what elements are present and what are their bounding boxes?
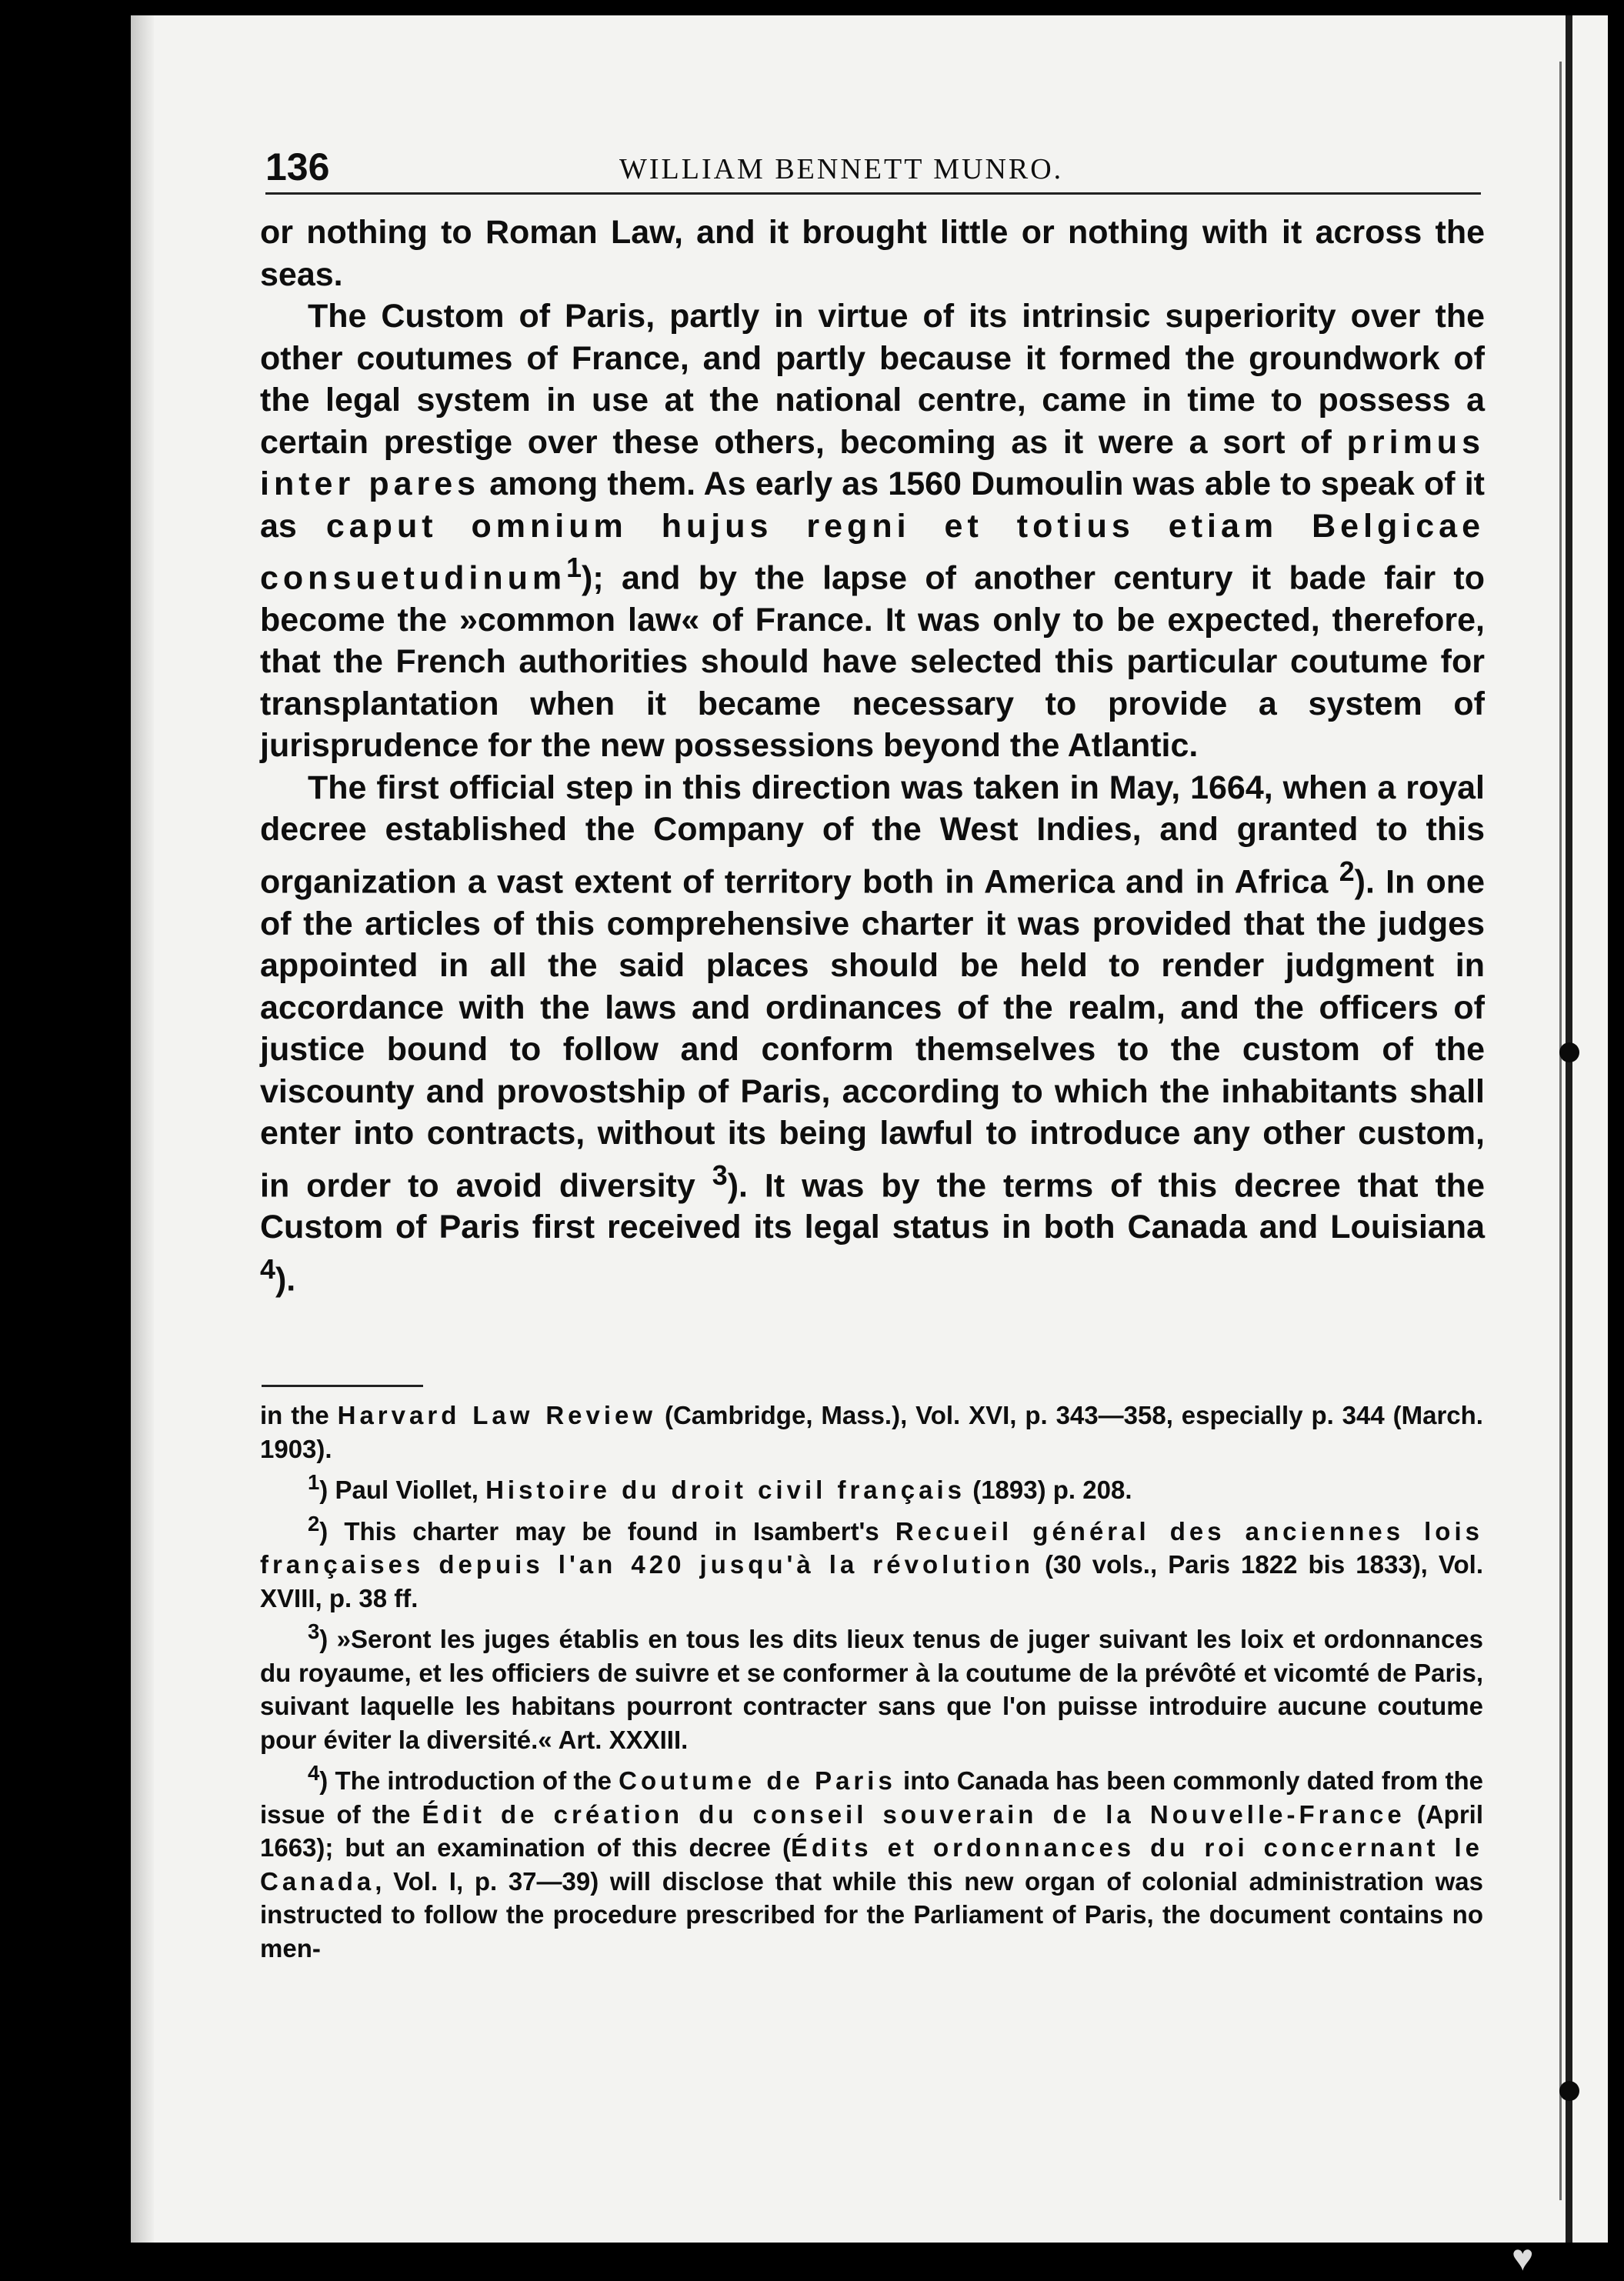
footnote-continuation xyxy=(260,1399,1483,1466)
footnote-ref: 3 xyxy=(712,1159,728,1191)
footnote-ref: 4 xyxy=(260,1253,275,1285)
body-text xyxy=(260,212,1485,1301)
footnote-text: , Vol. I, p. 37—39) will disclose that while this new organ of colonial administration was instructed to follow the procedure prescribed for the Parliament of Paris, the document contains no men- xyxy=(260,1866,1483,1963)
scanner-mark-icon: ♥ xyxy=(1512,2238,1534,2279)
footnote-2 xyxy=(260,1507,1483,1616)
footnote-text: into Canada has been commonly dated from the issue of the xyxy=(260,1766,1483,1829)
paragraph-text: The first official step in this direction was taken in May, 1664, when a royal decree established the Company of the West Indies, and granted to this organization a vast extent of territory both in America and in Africa xyxy=(260,769,1485,901)
page-edge-binding xyxy=(1566,15,1572,2243)
spaced-title: Recueil général des anciennes lois françaises depuis l'an 420 jusqu'à la révolution xyxy=(260,1516,1483,1579)
footnote-divider xyxy=(262,1385,423,1387)
footnote-1 xyxy=(260,1466,1483,1507)
page-header xyxy=(265,138,1481,195)
footnote-mark: 1 xyxy=(308,1470,320,1494)
footnote-mark: 4 xyxy=(308,1761,320,1785)
footnote-text: (Cambridge, Mass.), Vol. XVI, p. 343—358, especially p. 344 (March. 1903). xyxy=(260,1401,1483,1463)
paragraph xyxy=(260,295,1485,767)
paragraph xyxy=(260,212,1485,295)
paragraph-text: ). xyxy=(275,1261,296,1299)
spaced-latin-phrase: primus inter pares xyxy=(260,423,1485,502)
paragraph-text: ); and by the lapse of another century it bade fair to become the »common law« of France. It was only to be expected, therefore, that the French authorities should have selected this particular coutume for transplantation when it became necessary to provide a system of jurisprudence for the new possessions beyond the Atlantic. xyxy=(260,559,1485,765)
spaced-title: Édit de création du conseil souverain de la Nouvelle-France xyxy=(422,1799,1406,1829)
spaced-title: Harvard Law Review xyxy=(337,1401,657,1429)
paragraph-text: The Custom of Paris, partly in virtue of its intrinsic superiority over the other coutumes of France, and partly because it formed the groundwork of the legal system in use at the national centre, came in time to possess a certain prestige over these others, becoming as it were a sort of xyxy=(260,298,1485,461)
running-title: WILLIAM BENNETT MUNRO. xyxy=(619,153,1064,185)
footnote-text: (1893) p. 208. xyxy=(965,1476,1132,1504)
footnote-text: ) The introduction of the xyxy=(319,1766,619,1795)
footnote-ref: 1 xyxy=(566,552,582,583)
paragraph-text: ). It was by the terms of this decree that the Custom of Paris first received its legal status in both Canada and Louisiana xyxy=(260,1166,1485,1246)
paragraph xyxy=(260,767,1485,1301)
footnote-text: in the xyxy=(260,1401,338,1429)
paragraph-text: or nothing to Roman Law, and it brought little or nothing with it across the seas. xyxy=(260,214,1485,293)
book-page xyxy=(131,15,1608,2243)
footnote-text: ) Paul Viollet, xyxy=(319,1476,486,1504)
spaced-title: Coutume de Paris xyxy=(619,1766,896,1795)
spaced-title: Histoire du droit civil français xyxy=(485,1476,966,1504)
footnote-mark: 2 xyxy=(308,1511,320,1536)
footnote-4 xyxy=(260,1756,1483,1965)
footnote-text: (April 1663); but an examination of this decree ( xyxy=(260,1799,1484,1862)
spaced-latin-phrase: caput omnium hujus regni et totius etiam Belgicae consuetudinum xyxy=(260,507,1486,597)
footnote-3 xyxy=(260,1615,1483,1756)
page-number: 136 xyxy=(265,145,330,188)
page-edge-shadow xyxy=(1559,62,1562,2200)
footnote-text: (30 vols., Paris 1822 bis 1833), Vol. XVIII, p. 38 ff. xyxy=(260,1550,1483,1612)
binding-knot xyxy=(1559,2081,1579,2101)
footnote-text: ) »Seront les juges établis en tous les dits lieux tenus de juger suivant les loix et ordonnances du royaume, et les officiers de suivre et se conformer à la coutume de la prévôté et vicomté de Paris, suivant laquelle les habitans pourront contracter sans que l'on puisse introduire aucune coutume pour éviter la diversité.« Art. XXXIII. xyxy=(260,1625,1483,1754)
binding-knot xyxy=(1559,1042,1579,1062)
footnotes xyxy=(260,1399,1483,1965)
footnote-ref: 2 xyxy=(1339,855,1355,887)
paragraph-text: among them. As early as 1560 Dumoulin was able to speak of it as xyxy=(260,465,1485,545)
footnote-mark: 3 xyxy=(308,1619,320,1643)
paragraph-text: ). In one of the articles of this comprehensive charter it was provided that the judges appointed in all the said places should be held to render judgment in accordance with the laws and ordinances of the realm, and the officers of justice bound to follow and conform themselves to the custom of the viscounty and provostship of Paris, according to which the inhabitants shall enter into contracts, without its being lawful to introduce any other custom, in order to avoid diversity xyxy=(260,863,1485,1204)
footnote-text: ) This charter may be found in Isambert's xyxy=(319,1516,895,1546)
spaced-title: Édits et ordonnances du roi concernant le Canada xyxy=(260,1833,1483,1896)
